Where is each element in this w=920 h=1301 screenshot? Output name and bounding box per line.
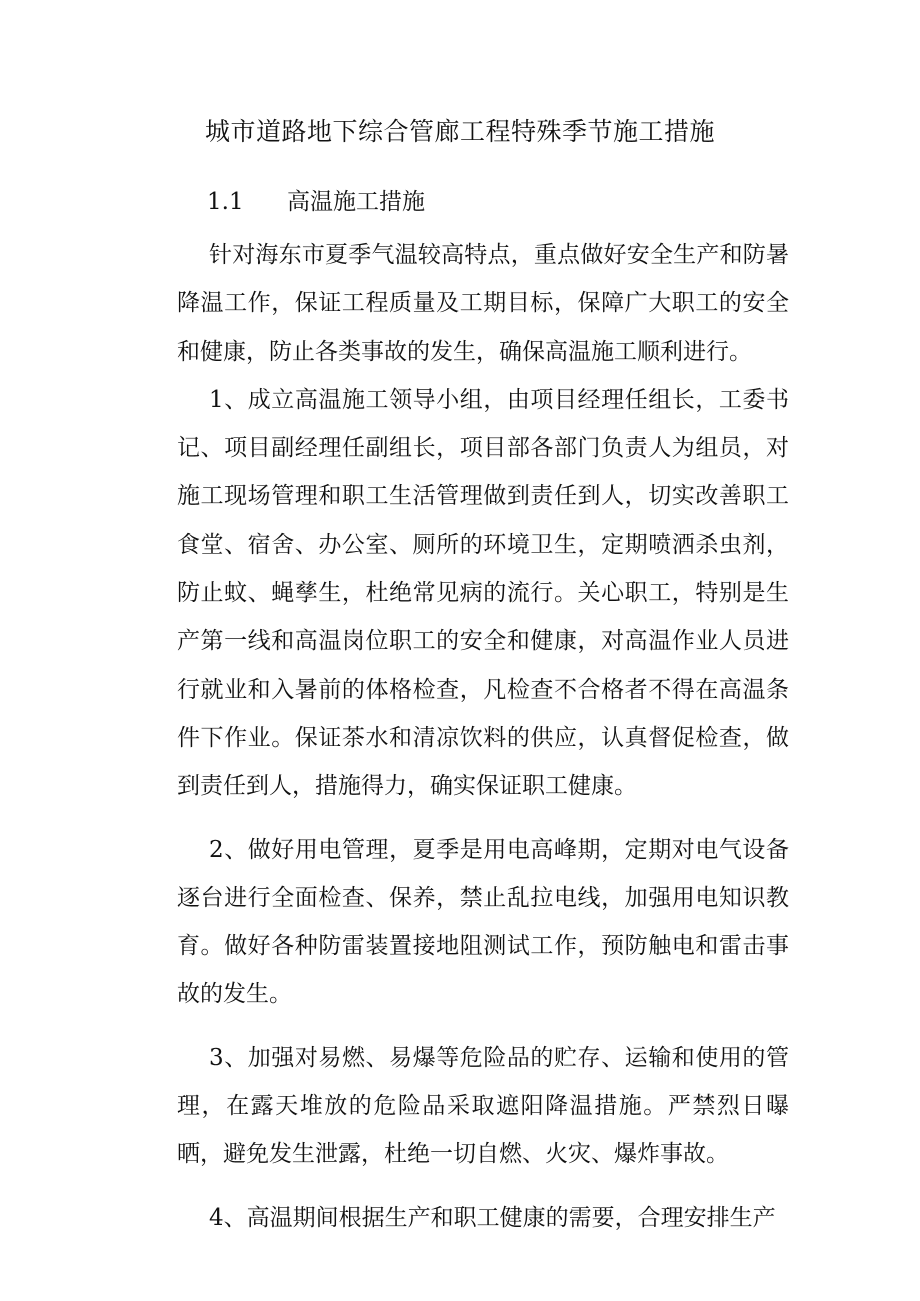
paragraph-item-3: 3、加强对易燃、易爆等危险品的贮存、运输和使用的管理，在露天堆放的危险品采取遮阳降温措施。严禁烈日曝晒，避免发生泄露，杜绝一切自燃、火灾、爆炸事故。 xyxy=(177,1044,789,1168)
paragraph-gap xyxy=(177,1019,789,1034)
paragraph-item-2: 2、做好用电管理，夏季是用电高峰期，定期对电气设备逐台进行全面检查、保养，禁止乱拉电线，加强用电知识教育。做好各种防雷装置接地阻测试工作，预防触电和雷击事故的发生。 xyxy=(177,836,789,1008)
paragraph-item-4: 4、高温期间根据生产和职工健康的需要，合理安排生产 xyxy=(209,1204,776,1231)
paragraph-intro: 针对海东市夏季气温较高特点，重点做好安全生产和防暑降温工作，保证工程质量及工期目标，保障广大职工的安全和健康，防止各类事故的发生，确保高温施工顺利进行。 xyxy=(177,242,789,365)
section-heading xyxy=(207,182,425,222)
paragraph-gap xyxy=(177,1179,789,1194)
document-title: 城市道路地下综合管廊工程特殊季节施工措施 xyxy=(204,117,715,146)
document-body xyxy=(177,231,789,1242)
paragraph-gap xyxy=(177,811,789,826)
section-number: 1.1 xyxy=(207,189,244,215)
paragraph-item-1: 1、成立高温施工领导小组，由项目经理任组长，工委书记、项目副经理任副组长，项目部各部门负责人为组员，对施工现场管理和职工生活管理做到责任到人，切实改善职工食堂、宿舍、办公室、厕所的环境卫生，定期喷洒杀虫剂，防止蚊、蝇孳生，杜绝常见病的流行。关心职工，特别是生产第一线和高温岗位职工的安全和健康，对高温作业人员进行就业和入暑前的体格检查，凡检查不合格者不得在高温条件下作业。保证茶水和清凉饮料的供应，认真督促检查，做到责任到人，措施得力，确实保证职工健康。 xyxy=(177,386,789,800)
section-heading-text: 高温施工措施 xyxy=(287,189,425,215)
